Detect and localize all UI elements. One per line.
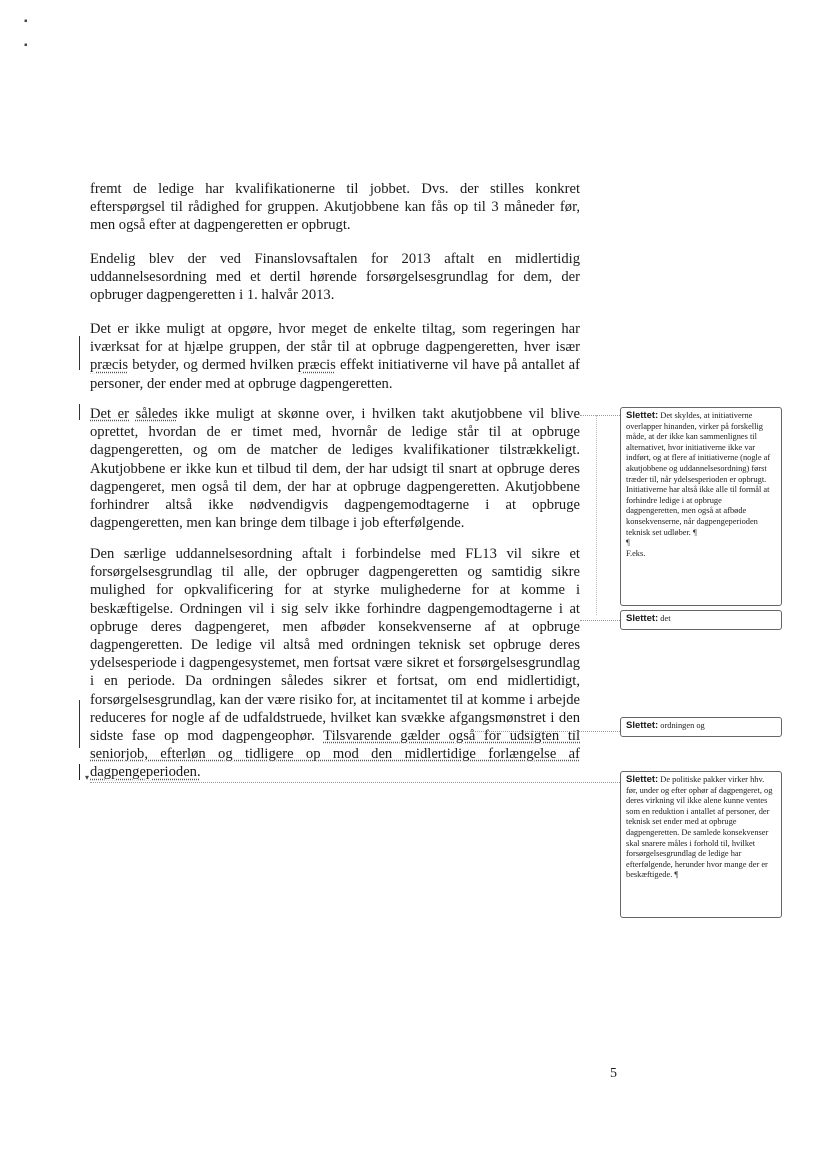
page-number: 5 [610, 1066, 617, 1081]
comment-leader [580, 620, 620, 621]
margin-mark: ▪ [24, 16, 28, 27]
text-run: ikke muligt at skønne over, i hvilken takt akutjobbene vil blive oprettet, hvordan de er timet med, hvornår de ledige står til at opbruge dagpengeretten, og om de matcher de lediges kvalifikationer tilstrækkeligt. Akutjobbene er ikke kun et tilbud til dem, der har udsigt til snart at opbruge deres dagpengeret, men også til dem, der har at opbruge dagpengeretten. Akutjobbene forhindrer altså ikke nødvendigvis dagpengemodtagerne i at opbruge dagpengeretten, men kan bringe dem tilbage i job efterfølgende. [90, 406, 580, 532]
text-run [129, 406, 136, 422]
comment-text: det [660, 614, 671, 623]
inserted-text: præcis [90, 357, 129, 374]
change-bar [79, 404, 80, 420]
comment-label: Slettet: [626, 410, 659, 421]
inserted-text: Det er [90, 406, 129, 422]
pilcrow-icon: ¶ [674, 870, 679, 880]
change-bar [79, 700, 80, 748]
pilcrow-icon: ¶ [693, 527, 697, 537]
comment-label: Slettet: [626, 774, 659, 785]
comment-balloon[interactable] [620, 771, 782, 918]
margin-mark: ▪ [24, 40, 28, 51]
body-paragraph [90, 545, 580, 782]
comment-leader [90, 782, 620, 783]
comment-leader [580, 415, 620, 416]
comment-balloon[interactable] [620, 717, 782, 737]
inserted-text: således [135, 406, 178, 422]
comment-text: F.eks. [626, 548, 646, 558]
inserted-text: den midlertidige forlængelse af dagpengeperioden. [90, 746, 581, 781]
inserted-text: Tilsvarende gælder også for udsigten til seniorjob, efterløn og tidligere op mod [90, 728, 580, 763]
body-paragraph [90, 405, 580, 532]
comment-text: De politiske pakker virker hhv. før, under og efter ophør af dagpengeret, og deres virkning vil ikke alene kunne ventes som en reduktion i antallet af personer, der teknisk set ender med at opbruge dagpengeretten. De samlede konsekvenser skal snarere måles i forhold til, hvilket forsørgelsesgrundlag de ledige har efterfølgende, herunder hvor mange der er beskæftigede. [626, 775, 773, 880]
comment-balloon[interactable] [620, 610, 782, 630]
body-paragraph: Endelig blev der ved Finanslovsaftalen for 2013 aftalt en midlertidig uddannelsesordning med et dertil hørende forsørgelsesgrundlag for dem, der opbruger dagpengeretten i 1. halvår 2013. [90, 251, 580, 304]
text-run: Det er ikke muligt at opgøre, hvor meget de enkelte tiltag, som regeringen har iværksat for at hjælpe gruppen, der står til at opbruge dagpengeretten, hver især [90, 321, 580, 356]
pilcrow-icon: ¶ [626, 538, 630, 548]
text-run: betyder, og dermed hvilken [128, 357, 298, 374]
comment-label: Slettet: [626, 613, 659, 624]
comment-label: Slettet: [626, 720, 659, 731]
comment-leader [470, 731, 620, 732]
body-paragraph [90, 320, 580, 393]
comment-leader [596, 415, 597, 615]
body-paragraph: fremt de ledige har kvalifikationerne til jobbet. Dvs. der stilles konkret efterspørgsel til rådighed for gruppen. Akutjobbene kan fås op til 3 måneder før, men også efter at dagpengeretten er opbrugt. [90, 181, 580, 234]
text-run: effekt initiativerne vil have på antallet af personer, der ender med at opbruge dagpengeretten. [90, 357, 580, 392]
comment-text: ordningen og [660, 721, 705, 730]
anchor-marker: ▾ [85, 773, 90, 782]
inserted-text: præcis [297, 357, 336, 374]
comment-balloon[interactable] [620, 407, 782, 606]
change-bar [79, 336, 80, 370]
text-run: Den særlige uddannelsesordning aftalt i forbindelse med FL13 vil sikre et forsørgelsesgrundlag til alle, der opbruger dagpengeretten og samtidig sikre mulighed for opkvalificering for at styrke mulighederne for at komme i beskæftigelse. Ordningen vil i sig selv ikke forhindre dagpengemodtagerne i at opbruge deres dagpengeret, men afbøder konsekvenserne af at opbruge dagpengeretten. De ledige vil altså med ordningen teknisk set opbruge deres ydelsesperiode i dagpengesystemet, men fortsat være sikret et forsørgelsesgrundlag i en periode. Da ordningen således sikrer et fortsat, om end midlertidigt, forsørgelsesgrundlag, kan der være risiko for, at incitamentet til at komme i arbejde reduceres for nogle af de udfaldstruede, hvilket kan svække afgangsmønstret i den sidste fase op mod dagpengeophør. [90, 546, 580, 745]
comment-text: Det skyldes, at initiativerne overlapper hinanden, virker på forskellig måde, at der ikke kan sammenlignes til alternativet, hvor initiativerne ikke var indført, og at flere af initiativerne (nogle af akutjobbene og uddannelsesordning) først træder til, når ydelsesperioden er opbrugt. Initiativerne har altså ikke alle til formål at forhindre ledige i at opbruge dagpengeretten, men også at afbøde konsekvenserne, når dagpengeperioden teknisk set udløber. [626, 411, 771, 537]
change-bar [79, 764, 80, 780]
